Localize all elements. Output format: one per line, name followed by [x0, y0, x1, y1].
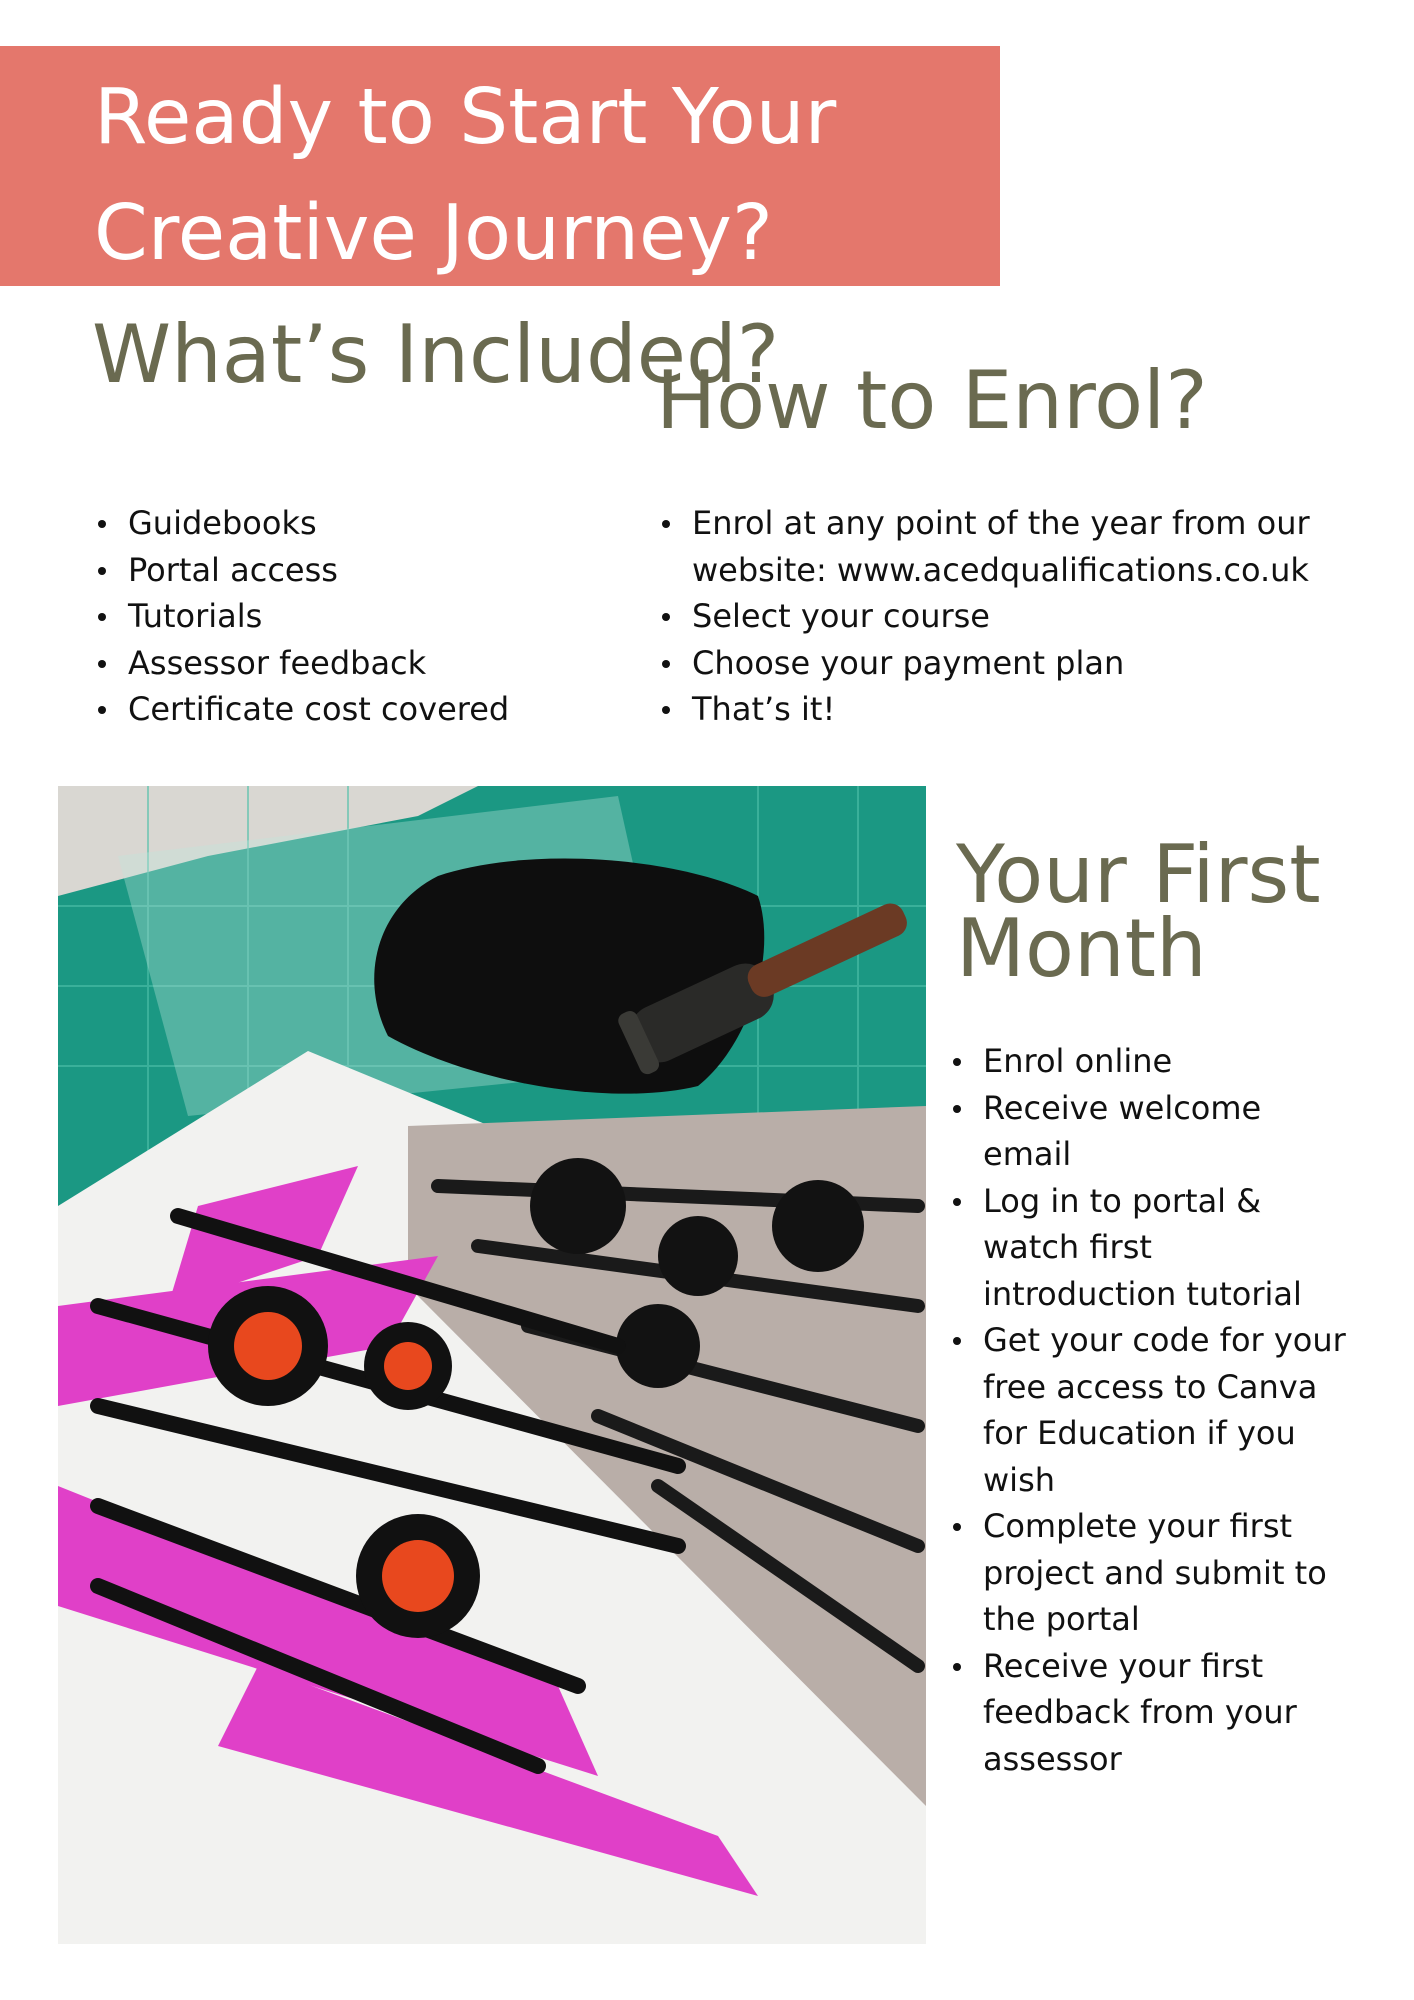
- list-item: Portal access: [94, 547, 554, 594]
- list-item: Assessor feedback: [94, 640, 554, 687]
- list-item: Guidebooks: [94, 500, 554, 547]
- enrol-list: [658, 500, 1378, 733]
- page-title: Ready to Start Your Creative Journey?: [94, 73, 837, 278]
- included-list: [94, 500, 554, 733]
- list-item: Complete your first project and submit to the portal: [949, 1503, 1349, 1643]
- list-item: Choose your payment plan: [658, 640, 1378, 687]
- list-item: Select your course: [658, 593, 1378, 640]
- list-item: Enrol at any point of the year from our website: www.acedqualifications.co.uk: [658, 500, 1378, 593]
- first-month-list: [949, 1038, 1349, 1782]
- list-item: Get your code for your free access to Canva for Education if you wish: [949, 1317, 1349, 1503]
- list-item: Tutorials: [94, 593, 554, 640]
- list-item: Enrol online: [949, 1038, 1349, 1085]
- list-item: Receive your first feedback from your assessor: [949, 1643, 1349, 1783]
- linocut-print-illustration: [58, 786, 926, 1944]
- linocut-print-photo: [58, 786, 926, 1944]
- how-to-enrol-heading: How to Enrol?: [656, 354, 1208, 447]
- whats-included-heading: What’s Included?: [92, 308, 780, 401]
- list-item: That’s it!: [658, 686, 1378, 733]
- list-item: Certificate cost covered: [94, 686, 554, 733]
- list-item: Log in to portal & watch first introduction tutorial: [949, 1178, 1349, 1318]
- list-item: Receive welcome email: [949, 1085, 1349, 1178]
- first-month-heading: Your First Month: [956, 828, 1321, 995]
